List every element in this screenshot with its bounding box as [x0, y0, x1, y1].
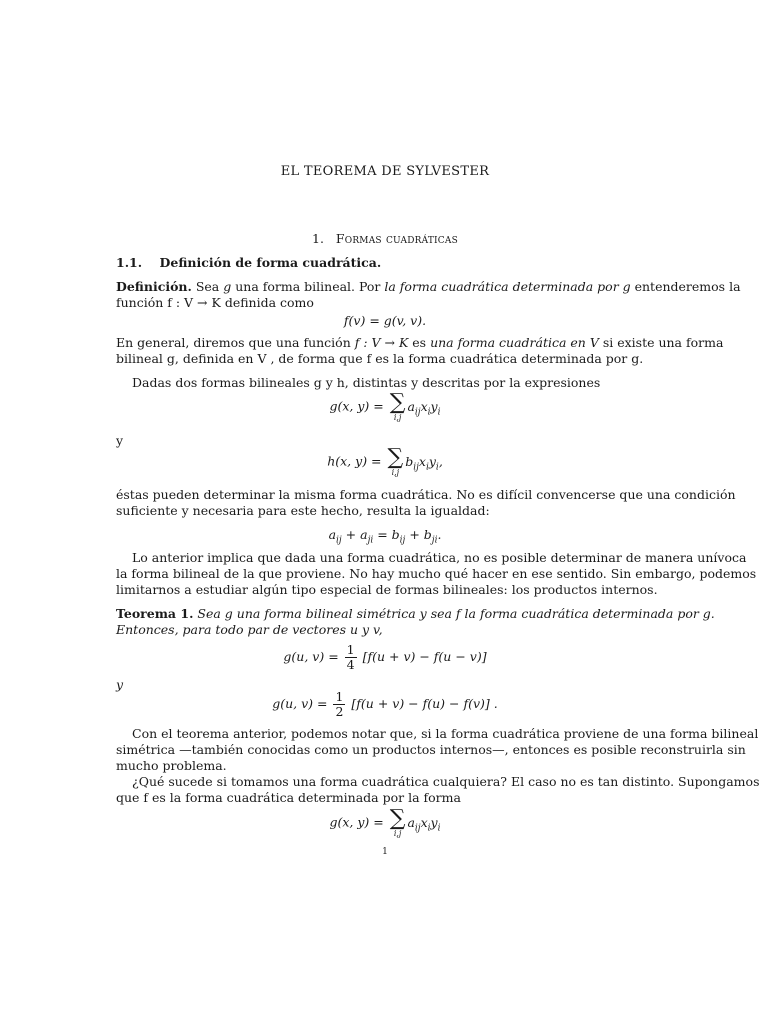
paragraph-anterior-line-1: Lo anterior implica que dada una forma cuadrática, no es posible determinar de manera unívoca — [132, 550, 747, 565]
definition-text-3: entenderemos la — [630, 279, 741, 294]
conjunction-y: y — [116, 433, 124, 448]
fraction-denominator: 4 — [346, 657, 355, 672]
theorem-line-2: Entonces, para todo par de vectores u y v, — [116, 622, 383, 637]
fraction-quarter — [345, 643, 357, 672]
fraction-denominator: 2 — [335, 704, 344, 719]
definition-line-2: función f : V → K definida como — [116, 295, 314, 310]
theorem-eq1-rhs: [f(u + v) − f(u − v)] — [362, 649, 487, 664]
equation-symmetric: $a_{ij} + a_{ji} = b_{ij} + b_{ji}$. — [328, 527, 442, 546]
eq-g2-lhs: g(x, y) = — [329, 814, 384, 830]
paragraph-same-line-1: éstas pueden determinar la misma forma cuadrática. No es difícil convencerse que una condición — [116, 487, 736, 502]
subsection-heading — [116, 255, 654, 271]
equation-g-repeat: g(x, y) = ∑ i,j $a_{ij}x_iy_i$ — [329, 806, 441, 838]
definition-text-2: una forma bilineal. Por — [231, 279, 385, 294]
theorem-equation-1 — [116, 643, 654, 672]
paragraph-anterior-line-2: la forma bilineal de la que proviene. No hay mucho qué hacer en ese sentido. Sin embargo, podemos — [116, 566, 757, 581]
section-heading — [116, 231, 654, 247]
fraction-numerator: 1 — [346, 642, 355, 657]
theorem-conjunction-y: y — [116, 677, 124, 692]
paper-title: EL TEOREMA DE SYLVESTER — [280, 164, 490, 179]
subsection-name: Definición de forma cuadrática. — [159, 255, 382, 270]
sum-symbol: ∑ i,j — [389, 390, 406, 422]
definition-label: Definición. — [116, 279, 192, 294]
general-emphasis: una forma cuadrática en V — [430, 335, 599, 350]
section-name: Formas cuadráticas — [335, 231, 458, 246]
fraction-numerator: 1 — [335, 689, 344, 704]
general-line-1 — [116, 335, 724, 351]
paragraph-con-line-2: simétrica —también conocidas como un productos internos—, entonces es posible reconstruirla sin — [116, 742, 746, 757]
equation-h: h(x, y) = ∑ i,j $b_{ij}x_iy_i$, — [327, 445, 443, 477]
definition-text: Sea — [191, 279, 224, 294]
page-number: 1 — [382, 847, 388, 857]
theorem-eq2-lhs: g(u, v) = — [272, 696, 328, 711]
theorem-text: Sea g una forma bilineal simétrica y sea f la forma cuadrática determinada por g. — [193, 606, 715, 621]
fraction-half — [333, 690, 345, 719]
equation-g: g(x, y) = ∑ i,j $a_{ij}x_iy_i$ — [329, 390, 441, 422]
sum-index: i,j — [393, 829, 402, 838]
subsection-number: 1.1. — [116, 255, 143, 270]
paragraph-con-line-1: Con el teorema anterior, podemos notar que, si la forma cuadrática proviene de una forma bilineal — [132, 726, 759, 741]
general-text-3: si existe una forma — [598, 335, 724, 350]
sum-symbol: ∑ i,j — [389, 806, 406, 838]
theorem-label: Teorema 1. — [116, 606, 194, 621]
eq-h-lhs: h(x, y) = — [327, 453, 382, 469]
general-text-2: es — [408, 335, 431, 350]
paragraph-same-line-2: suficiente y necesaria para este hecho, resulta la igualdad: — [116, 503, 490, 518]
paragraph-anterior-line-3: limitarnos a estudiar algún tipo especial de formas bilineales: los productos internos. — [116, 582, 658, 597]
general-line-2: bilineal g, definida en V , de forma que f es la forma cuadrática determinada por g. — [116, 351, 644, 366]
eq-g-lhs: g(x, y) = — [329, 398, 384, 414]
paragraph-que-line-1: ¿Qué sucede si tomamos una forma cuadrática cualquiera? El caso no es tan distinto. Supongamos — [132, 774, 760, 789]
sum-index: i,j — [393, 413, 402, 422]
general-text: En general, diremos que una función — [116, 335, 355, 350]
sum-symbol: ∑ i,j — [387, 445, 404, 477]
paragraph-con-line-3: mucho problema. — [116, 758, 227, 773]
theorem-eq2-rhs: [f(u + v) − f(u) − f(v)] . — [351, 696, 498, 711]
definition-emphasis: la forma cuadrática determinada por g — [384, 279, 631, 294]
theorem-line-1 — [116, 606, 715, 622]
paragraph-que-line-2: que f es la forma cuadrática determinada por la forma — [116, 790, 461, 805]
sum-index: i,j — [391, 468, 400, 477]
paragraph-two-forms: Dadas dos formas bilineales g y h, distintas y descritas por la expresiones — [132, 375, 601, 390]
definition-line-1 — [116, 279, 741, 295]
definition-equation: f(v) = g(v, v). — [343, 313, 427, 328]
general-func: f : V → K — [354, 335, 409, 350]
theorem-eq1-lhs: g(u, v) = — [283, 649, 339, 664]
document-page — [116, 0, 760, 1024]
definition-var: g — [223, 279, 232, 294]
theorem-equation-2 — [116, 690, 654, 719]
section-number: 1. — [312, 231, 324, 246]
